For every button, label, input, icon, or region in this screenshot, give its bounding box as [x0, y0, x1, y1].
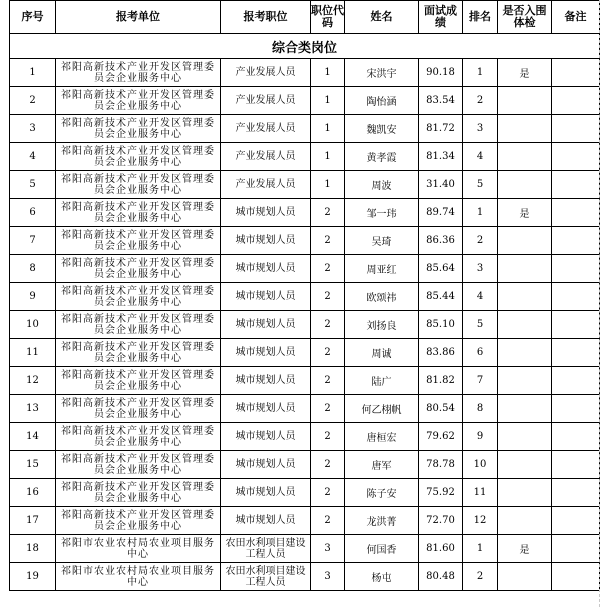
- cell-rank: 4: [463, 283, 498, 311]
- cell-post: 产业发展人员: [221, 115, 311, 143]
- cell-code: 2: [311, 423, 345, 451]
- cell-seq: 1: [10, 59, 56, 87]
- cell-seq: 5: [10, 171, 56, 199]
- cell-name: 黄孝霞: [345, 143, 419, 171]
- header-rank: 排名: [463, 1, 498, 34]
- cell-post: 城市规划人员: [221, 339, 311, 367]
- cell-note: [552, 451, 600, 479]
- cell-unit: 祁阳高新技术产业开发区管理委员会企业服务中心: [56, 59, 221, 87]
- cell-score: 86.36: [419, 227, 463, 255]
- cell-rank: 2: [463, 563, 498, 591]
- cell-name: 陈子安: [345, 479, 419, 507]
- header-score: 面试成绩: [419, 1, 463, 34]
- cell-code: 3: [311, 563, 345, 591]
- cell-note: [552, 563, 600, 591]
- cell-name: 周亚红: [345, 255, 419, 283]
- cell-name: 唐军: [345, 451, 419, 479]
- cell-exam: [498, 283, 552, 311]
- cell-post: 城市规划人员: [221, 507, 311, 535]
- header-note: 备注: [552, 1, 600, 34]
- cell-seq: 14: [10, 423, 56, 451]
- cell-rank: 1: [463, 535, 498, 563]
- cell-note: [552, 115, 600, 143]
- cell-exam: [498, 143, 552, 171]
- cell-unit: 祁阳高新技术产业开发区管理委员会企业服务中心: [56, 311, 221, 339]
- page-edge: [599, 0, 606, 607]
- cell-note: [552, 367, 600, 395]
- cell-post: 城市规划人员: [221, 227, 311, 255]
- cell-code: 2: [311, 339, 345, 367]
- cell-code: 2: [311, 199, 345, 227]
- cell-rank: 5: [463, 311, 498, 339]
- table-row: [10, 87, 600, 115]
- cell-code: 2: [311, 283, 345, 311]
- cell-name: 刘扬良: [345, 311, 419, 339]
- cell-post: 城市规划人员: [221, 479, 311, 507]
- header-unit: 报考单位: [56, 1, 221, 34]
- cell-post: 产业发展人员: [221, 87, 311, 115]
- cell-name: 何国香: [345, 535, 419, 563]
- cell-rank: 9: [463, 423, 498, 451]
- cell-unit: 祁阳高新技术产业开发区管理委员会企业服务中心: [56, 227, 221, 255]
- cell-seq: 19: [10, 563, 56, 591]
- cell-note: [552, 171, 600, 199]
- cell-post: 产业发展人员: [221, 59, 311, 87]
- header-code: 职位代码: [311, 1, 345, 34]
- cell-score: 85.64: [419, 255, 463, 283]
- cell-unit: 祁阳高新技术产业开发区管理委员会企业服务中心: [56, 339, 221, 367]
- cell-score: 80.54: [419, 395, 463, 423]
- cell-score: 31.40: [419, 171, 463, 199]
- cell-exam: [498, 171, 552, 199]
- cell-note: [552, 507, 600, 535]
- cell-rank: 12: [463, 507, 498, 535]
- section-title: 综合类岗位: [10, 34, 600, 59]
- cell-code: 2: [311, 507, 345, 535]
- cell-code: 1: [311, 87, 345, 115]
- table-row: [10, 227, 600, 255]
- cell-code: 1: [311, 171, 345, 199]
- cell-exam: 是: [498, 199, 552, 227]
- table-row: [10, 423, 600, 451]
- table-row: [10, 199, 600, 227]
- cell-seq: 2: [10, 87, 56, 115]
- cell-unit: 祁阳高新技术产业开发区管理委员会企业服务中心: [56, 87, 221, 115]
- cell-seq: 6: [10, 199, 56, 227]
- cell-unit: 祁阳高新技术产业开发区管理委员会企业服务中心: [56, 423, 221, 451]
- cell-rank: 1: [463, 59, 498, 87]
- cell-seq: 12: [10, 367, 56, 395]
- cell-post: 产业发展人员: [221, 143, 311, 171]
- cell-note: [552, 255, 600, 283]
- table-row: [10, 171, 600, 199]
- cell-exam: [498, 507, 552, 535]
- cell-rank: 7: [463, 367, 498, 395]
- cell-code: 2: [311, 255, 345, 283]
- table-row: [10, 451, 600, 479]
- cell-name: 唐桓宏: [345, 423, 419, 451]
- cell-seq: 9: [10, 283, 56, 311]
- cell-unit: 祁阳高新技术产业开发区管理委员会企业服务中心: [56, 143, 221, 171]
- table-row: [10, 311, 600, 339]
- cell-unit: 祁阳高新技术产业开发区管理委员会企业服务中心: [56, 451, 221, 479]
- table-row: [10, 367, 600, 395]
- cell-score: 81.34: [419, 143, 463, 171]
- header-seq: 序号: [10, 1, 56, 34]
- cell-code: 2: [311, 479, 345, 507]
- cell-score: 85.44: [419, 283, 463, 311]
- header-exam: 是否入围体检: [498, 1, 552, 34]
- cell-seq: 15: [10, 451, 56, 479]
- cell-code: 2: [311, 311, 345, 339]
- cell-code: 3: [311, 535, 345, 563]
- cell-post: 城市规划人员: [221, 367, 311, 395]
- cell-code: 1: [311, 143, 345, 171]
- header-post: 报考职位: [221, 1, 311, 34]
- cell-code: 2: [311, 451, 345, 479]
- table-row: [10, 563, 600, 591]
- cell-post: 城市规划人员: [221, 283, 311, 311]
- cell-name: 龙洪菁: [345, 507, 419, 535]
- cell-code: 2: [311, 227, 345, 255]
- cell-unit: 祁阳市农业农村局农业项目服务中心: [56, 535, 221, 563]
- cell-unit: 祁阳高新技术产业开发区管理委员会企业服务中心: [56, 115, 221, 143]
- cell-note: [552, 423, 600, 451]
- table-row: [10, 115, 600, 143]
- cell-name: 陆广: [345, 367, 419, 395]
- cell-rank: 1: [463, 199, 498, 227]
- cell-unit: 祁阳高新技术产业开发区管理委员会企业服务中心: [56, 255, 221, 283]
- table-row: [10, 479, 600, 507]
- cell-score: 90.18: [419, 59, 463, 87]
- table-row: [10, 395, 600, 423]
- cell-exam: 是: [498, 59, 552, 87]
- cell-exam: [498, 311, 552, 339]
- table-row: [10, 339, 600, 367]
- cell-seq: 4: [10, 143, 56, 171]
- cell-unit: 祁阳高新技术产业开发区管理委员会企业服务中心: [56, 367, 221, 395]
- cell-name: 杨屯: [345, 563, 419, 591]
- cell-post: 城市规划人员: [221, 311, 311, 339]
- cell-rank: 3: [463, 255, 498, 283]
- cell-post: 农田水利项目建设工程人员: [221, 563, 311, 591]
- cell-score: 79.62: [419, 423, 463, 451]
- cell-code: 2: [311, 395, 345, 423]
- cell-seq: 3: [10, 115, 56, 143]
- cell-exam: [498, 227, 552, 255]
- cell-post: 城市规划人员: [221, 199, 311, 227]
- cell-score: 72.70: [419, 507, 463, 535]
- cell-code: 1: [311, 115, 345, 143]
- cell-exam: [498, 367, 552, 395]
- cell-unit: 祁阳高新技术产业开发区管理委员会企业服务中心: [56, 507, 221, 535]
- cell-score: 78.78: [419, 451, 463, 479]
- cell-seq: 10: [10, 311, 56, 339]
- cell-unit: 祁阳高新技术产业开发区管理委员会企业服务中心: [56, 283, 221, 311]
- cell-name: 陶怡涵: [345, 87, 419, 115]
- cell-score: 89.74: [419, 199, 463, 227]
- cell-name: 魏凯安: [345, 115, 419, 143]
- cell-note: [552, 395, 600, 423]
- cell-unit: 祁阳高新技术产业开发区管理委员会企业服务中心: [56, 395, 221, 423]
- cell-seq: 13: [10, 395, 56, 423]
- cell-name: 吴琦: [345, 227, 419, 255]
- cell-name: 周诚: [345, 339, 419, 367]
- cell-exam: 是: [498, 535, 552, 563]
- cell-score: 85.10: [419, 311, 463, 339]
- cell-rank: 3: [463, 115, 498, 143]
- cell-note: [552, 87, 600, 115]
- cell-note: [552, 535, 600, 563]
- cell-exam: [498, 563, 552, 591]
- cell-note: [552, 283, 600, 311]
- cell-exam: [498, 479, 552, 507]
- cell-post: 城市规划人员: [221, 451, 311, 479]
- cell-code: 2: [311, 367, 345, 395]
- cell-exam: [498, 423, 552, 451]
- table-row: [10, 507, 600, 535]
- cell-note: [552, 143, 600, 171]
- cell-exam: [498, 395, 552, 423]
- cell-score: 80.48: [419, 563, 463, 591]
- cell-unit: 祁阳市农业农村局农业项目服务中心: [56, 563, 221, 591]
- cell-seq: 11: [10, 339, 56, 367]
- cell-note: [552, 311, 600, 339]
- cell-note: [552, 227, 600, 255]
- cell-score: 81.72: [419, 115, 463, 143]
- cell-post: 农田水利项目建设工程人员: [221, 535, 311, 563]
- table-row: [10, 143, 600, 171]
- cell-note: [552, 59, 600, 87]
- table-row: [10, 283, 600, 311]
- cell-rank: 5: [463, 171, 498, 199]
- cell-score: 83.54: [419, 87, 463, 115]
- cell-exam: [498, 255, 552, 283]
- cell-note: [552, 339, 600, 367]
- cell-exam: [498, 115, 552, 143]
- header-name: 姓名: [345, 1, 419, 34]
- cell-seq: 8: [10, 255, 56, 283]
- results-table: [9, 0, 600, 591]
- cell-name: 欧颂祎: [345, 283, 419, 311]
- cell-note: [552, 199, 600, 227]
- results-sheet: [9, 0, 599, 591]
- cell-score: 83.86: [419, 339, 463, 367]
- table-row: [10, 535, 600, 563]
- cell-score: 75.92: [419, 479, 463, 507]
- cell-rank: 11: [463, 479, 498, 507]
- cell-rank: 10: [463, 451, 498, 479]
- cell-score: 81.60: [419, 535, 463, 563]
- cell-rank: 2: [463, 227, 498, 255]
- cell-rank: 6: [463, 339, 498, 367]
- cell-score: 81.82: [419, 367, 463, 395]
- cell-seq: 16: [10, 479, 56, 507]
- cell-rank: 2: [463, 87, 498, 115]
- cell-note: [552, 479, 600, 507]
- table-row: [10, 255, 600, 283]
- cell-name: 宋洪宇: [345, 59, 419, 87]
- cell-exam: [498, 451, 552, 479]
- cell-rank: 4: [463, 143, 498, 171]
- cell-post: 产业发展人员: [221, 171, 311, 199]
- cell-post: 城市规划人员: [221, 423, 311, 451]
- cell-rank: 8: [463, 395, 498, 423]
- header-row: [10, 1, 600, 34]
- cell-unit: 祁阳高新技术产业开发区管理委员会企业服务中心: [56, 479, 221, 507]
- cell-post: 城市规划人员: [221, 255, 311, 283]
- cell-unit: 祁阳高新技术产业开发区管理委员会企业服务中心: [56, 199, 221, 227]
- cell-seq: 17: [10, 507, 56, 535]
- cell-post: 城市规划人员: [221, 395, 311, 423]
- cell-exam: [498, 339, 552, 367]
- cell-seq: 18: [10, 535, 56, 563]
- section-row: [10, 34, 600, 59]
- cell-name: 何乙栩帆: [345, 395, 419, 423]
- cell-seq: 7: [10, 227, 56, 255]
- cell-name: 周波: [345, 171, 419, 199]
- cell-name: 邹一玮: [345, 199, 419, 227]
- cell-exam: [498, 87, 552, 115]
- table-row: [10, 59, 600, 87]
- cell-unit: 祁阳高新技术产业开发区管理委员会企业服务中心: [56, 171, 221, 199]
- cell-code: 1: [311, 59, 345, 87]
